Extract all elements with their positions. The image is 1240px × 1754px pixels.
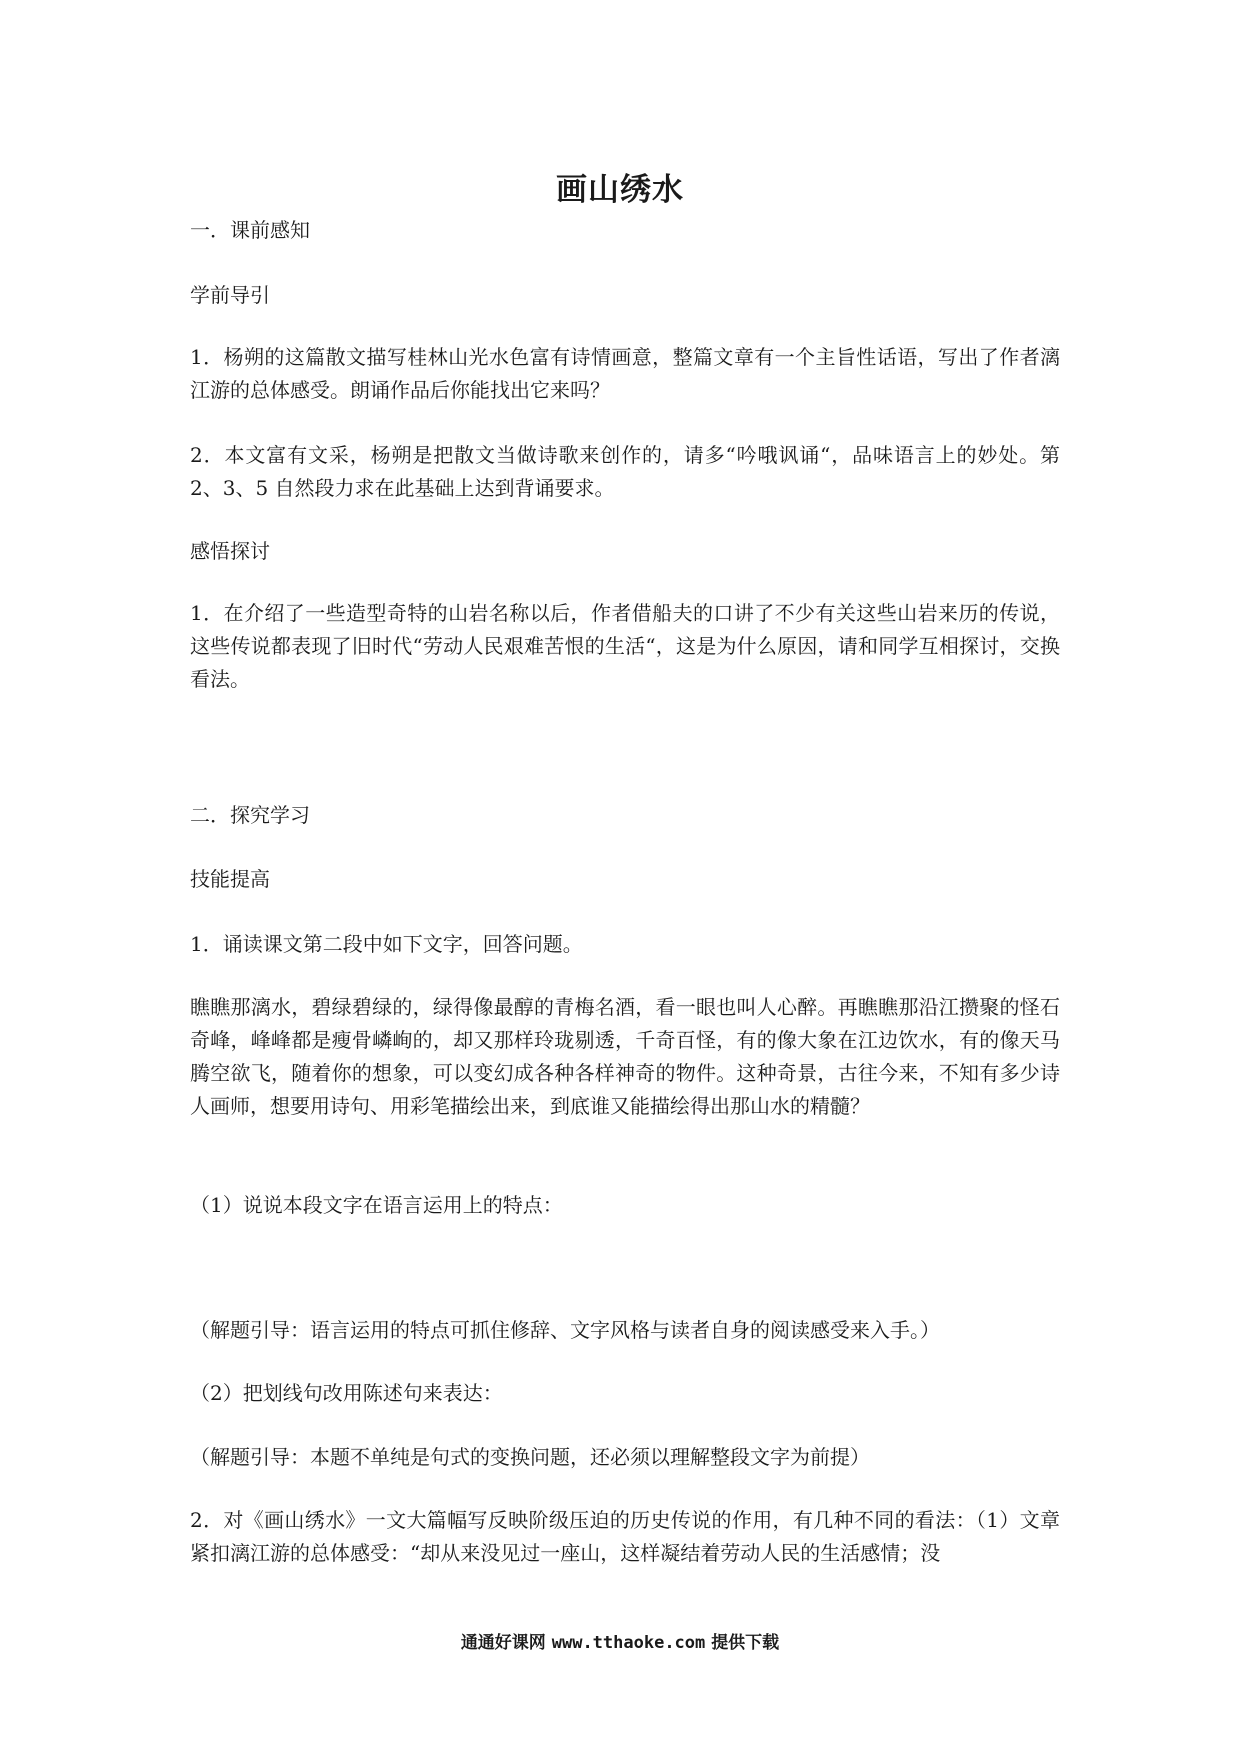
hint-1: （解题引导：语言运用的特点可抓住修辞、文字风格与读者自身的阅读感受来入手。）	[190, 1318, 940, 1342]
subheading-skills: 技能提高	[190, 867, 270, 891]
page-footer	[0, 1628, 1240, 1653]
question-1-part-2: （2）把划线句改用陈述句来表达：	[190, 1381, 503, 1405]
paragraph-q1: 1．杨朔的这篇散文描写桂林山光水色富有诗情画意，整篇文章有一个主旨性话语，写出了作者漓江游的总体感受。朗诵作品后你能找出它来吗？	[190, 345, 1060, 402]
question-1: 1．诵读课文第二段中如下文字，回答问题。	[190, 932, 583, 956]
paragraph-discussion-q1: 1．在介绍了一些造型奇特的山岩名称以后，作者借船夫的口讲了不少有关这些山岩来历的传说，这些传说都表现了旧时代“劳动人民艰难苦恨的生活“，这是为什么原因，请和同学互相探讨，交换看法。	[190, 601, 1060, 691]
page-title: 画山绣水	[556, 172, 684, 208]
question-2: 2．对《画山绣水》一文大篇幅写反映阶级压迫的历史传说的作用，有几种不同的看法：（1）文章紧扣漓江游的总体感受：“却从来没见过一座山，这样凝结着劳动人民的生活感情；没	[190, 1508, 1060, 1565]
paragraph-q2: 2．本文富有文采，杨朔是把散文当做诗歌来创作的，请多“吟哦讽诵“，品味语言上的妙处。第 2、3、5 自然段力求在此基础上达到背诵要求。	[190, 443, 1060, 500]
subheading-study-guide: 学前导引	[190, 283, 270, 307]
footer-site-name: 通通好课网	[460, 1633, 546, 1653]
question-1-part-1: （1）说说本段文字在语言运用上的特点：	[190, 1193, 563, 1217]
section-heading-1: 一．课前感知	[190, 218, 310, 242]
passage-text: 瞧瞧那漓水，碧绿碧绿的，绿得像最醇的青梅名酒，看一眼也叫人心醉。再瞧瞧那沿江攒聚的怪石奇峰，峰峰都是瘦骨嶙峋的，却又那样玲珑剔透，千奇百怪，有的像大象在江边饮水，有的像天马腾空欲飞，随着你的想象，可以变幻成各种各样神奇的物件。这种奇景，古往今来，不知有多少诗人画师，想要用诗句、用彩笔描绘出来，到底谁又能描绘得出那山水的精髓？	[190, 995, 1060, 1118]
section-heading-2: 二．探究学习	[190, 803, 310, 827]
hint-2: （解题引导：本题不单纯是句式的变换问题，还必须以理解整段文字为前提）	[190, 1445, 870, 1469]
footer-suffix: 提供下载	[711, 1633, 780, 1653]
footer-url: www.tthaoke.com	[551, 1633, 706, 1653]
subheading-discussion: 感悟探讨	[190, 539, 270, 563]
